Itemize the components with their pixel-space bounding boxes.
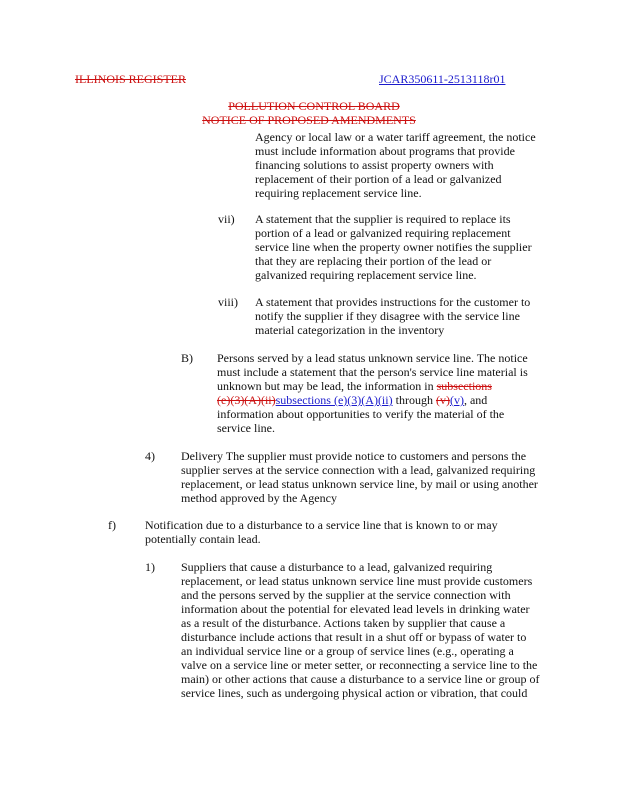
text-line: must include a statement that the person's service line material is bbox=[217, 365, 528, 379]
text-line: valve on a service line or meter setter, or reconnecting a service line to the bbox=[181, 658, 538, 672]
text-line: unknown but may be lead, the information in subsections bbox=[217, 379, 492, 393]
text-line: main) or other actions that cause a disturbance to a service line or group of bbox=[181, 672, 540, 686]
item-label-viii: viii) bbox=[218, 295, 238, 309]
item-vii-text bbox=[255, 212, 532, 282]
text-line: Suppliers that cause a disturbance to a lead, galvanized requiring bbox=[181, 560, 493, 574]
inserted-text: subsections (e)(3)(A)(ii) bbox=[275, 393, 393, 407]
text-line: Persons served by a lead status unknown service line. The notice bbox=[217, 351, 528, 365]
inserted-text: (v) bbox=[449, 393, 464, 407]
text-line: must include information about programs that provide bbox=[255, 144, 515, 158]
text-line: service lines, such as undergoing physical action or vibration, that could bbox=[181, 686, 528, 700]
text-line: notify the supplier if they disagree with the service line bbox=[255, 309, 520, 323]
item-label-1: 1) bbox=[145, 560, 155, 574]
text-line: method approved by the Agency bbox=[181, 491, 337, 505]
item-label-vii: vii) bbox=[218, 212, 235, 226]
text-line: service line when the property owner notifies the supplier bbox=[255, 240, 532, 254]
continuation-paragraph bbox=[255, 130, 536, 200]
item-viii-text bbox=[255, 295, 530, 337]
text-line: as a result of the disturbance. Actions taken by supplier that cause a bbox=[181, 616, 506, 630]
item-label-f: f) bbox=[108, 518, 116, 532]
text-line: an individual service line or a group of service lines (e.g., operating a bbox=[181, 644, 514, 658]
text-line: portion of a lead or galvanized requiring replacement bbox=[255, 226, 511, 240]
item-b-text bbox=[217, 351, 528, 435]
text-line: Notification due to a disturbance to a service line that is known to or may bbox=[145, 518, 498, 532]
item-label-b: B) bbox=[181, 351, 193, 365]
text-line: A statement that the supplier is required to replace its bbox=[255, 212, 511, 226]
text-line: replacement, or lead status unknown service line, by mail or using another bbox=[181, 477, 538, 491]
text-line: Agency or local law or a water tariff agreement, the notice bbox=[255, 130, 536, 144]
text-line: material categorization in the inventory bbox=[255, 323, 445, 337]
text-line: replacement of their portion of a lead or galvanized bbox=[255, 172, 502, 186]
text-line: financing solutions to assist property owners with bbox=[255, 158, 494, 172]
item-f-text bbox=[145, 518, 498, 546]
item-label-4: 4) bbox=[145, 449, 155, 463]
deleted-text: subsections bbox=[436, 379, 492, 393]
jcar-code: JCAR350611-2513118r01 bbox=[379, 72, 506, 86]
text-line: requiring replacement service line. bbox=[255, 186, 422, 200]
title-line-1: POLLUTION CONTROL BOARD bbox=[228, 99, 400, 113]
text-line: replacement, or lead status unknown service line must provide customers bbox=[181, 574, 533, 588]
text-line: (e)(3)(A)(ii)subsections (e)(3)(A)(ii) through (v)(v), and bbox=[217, 393, 488, 407]
text-line: disturbance include actions that result in a shut off or bypass of water to bbox=[181, 630, 527, 644]
item-4-text bbox=[181, 449, 538, 505]
text-line: and the persons served by the supplier at the service connection with bbox=[181, 588, 511, 602]
deleted-text: (v) bbox=[435, 393, 450, 407]
item-1-text bbox=[181, 560, 540, 700]
text-line: information about the potential for elevated lead levels in drinking water bbox=[181, 602, 530, 616]
title-line-2: NOTICE OF PROPOSED AMENDMENTS bbox=[202, 113, 416, 127]
text-line: galvanized requiring replacement service line. bbox=[255, 268, 477, 282]
text-line: that they are replacing their portion of the lead or bbox=[255, 254, 492, 268]
text-line: potentially contain lead. bbox=[145, 532, 261, 546]
deleted-text: (e)(3)(A)(ii) bbox=[217, 393, 276, 407]
register-header: ILLINOIS REGISTER bbox=[75, 72, 186, 86]
text-line: Delivery The supplier must provide notice to customers and persons the bbox=[181, 449, 527, 463]
text-line: A statement that provides instructions for the customer to bbox=[255, 295, 531, 309]
text-line: supplier serves at the service connection with a lead, galvanized requiring bbox=[181, 463, 536, 477]
text-line: service line. bbox=[217, 421, 275, 435]
text-line: information about opportunities to verify the material of the bbox=[217, 407, 505, 421]
